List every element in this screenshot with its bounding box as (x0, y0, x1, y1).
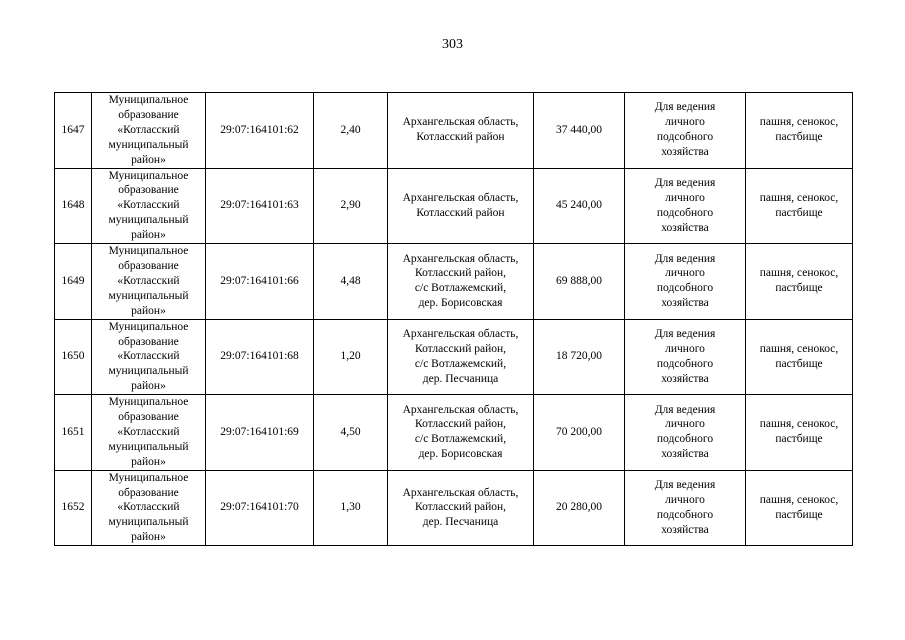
purpose-cell: Для ведения личного подсобного хозяйства (625, 244, 746, 320)
purpose-cell: Для ведения личного подсобного хозяйства (625, 93, 746, 169)
cadastral-number-cell: 29:07:164101:70 (206, 470, 314, 546)
cadastral-number-cell: 29:07:164101:63 (206, 168, 314, 244)
row-number-cell: 1651 (55, 395, 92, 471)
value-cell: 45 240,00 (534, 168, 625, 244)
value-cell: 37 440,00 (534, 93, 625, 169)
area-cell: 1,30 (314, 470, 388, 546)
area-cell: 1,20 (314, 319, 388, 395)
purpose-cell: Для ведения личного подсобного хозяйства (625, 395, 746, 471)
owner-cell: Муниципальное образование «Котласский муниципальный район» (92, 168, 206, 244)
row-number-cell: 1648 (55, 168, 92, 244)
area-cell: 2,90 (314, 168, 388, 244)
area-cell: 4,48 (314, 244, 388, 320)
land-use-cell: пашня, сенокос, пастбище (746, 244, 853, 320)
purpose-cell: Для ведения личного подсобного хозяйства (625, 319, 746, 395)
value-cell: 70 200,00 (534, 395, 625, 471)
row-number-cell: 1647 (55, 93, 92, 169)
land-use-cell: пашня, сенокос, пастбище (746, 395, 853, 471)
row-number-cell: 1649 (55, 244, 92, 320)
owner-cell: Муниципальное образование «Котласский муниципальный район» (92, 395, 206, 471)
cadastral-number-cell: 29:07:164101:69 (206, 395, 314, 471)
cadastral-number-cell: 29:07:164101:66 (206, 244, 314, 320)
location-cell: Архангельская область, Котласский район, дер. Песчаница (388, 470, 534, 546)
location-cell: Архангельская область, Котласский район (388, 168, 534, 244)
table-row (55, 168, 853, 244)
area-cell: 2,40 (314, 93, 388, 169)
table-row (55, 470, 853, 546)
land-use-cell: пашня, сенокос, пастбище (746, 168, 853, 244)
table-row (55, 93, 853, 169)
purpose-cell: Для ведения личного подсобного хозяйства (625, 168, 746, 244)
cadastral-number-cell: 29:07:164101:62 (206, 93, 314, 169)
purpose-cell: Для ведения личного подсобного хозяйства (625, 470, 746, 546)
value-cell: 18 720,00 (534, 319, 625, 395)
land-use-cell: пашня, сенокос, пастбище (746, 93, 853, 169)
location-cell: Архангельская область, Котласский район (388, 93, 534, 169)
row-number-cell: 1650 (55, 319, 92, 395)
value-cell: 69 888,00 (534, 244, 625, 320)
owner-cell: Муниципальное образование «Котласский муниципальный район» (92, 319, 206, 395)
row-number-cell: 1652 (55, 470, 92, 546)
land-registry-table (54, 92, 853, 546)
location-cell: Архангельская область, Котласский район, с/с Вотлажемский, дер. Песчаница (388, 319, 534, 395)
land-use-cell: пашня, сенокос, пастбище (746, 470, 853, 546)
area-cell: 4,50 (314, 395, 388, 471)
table-row (55, 244, 853, 320)
location-cell: Архангельская область, Котласский район, с/с Вотлажемский, дер. Борисовская (388, 244, 534, 320)
owner-cell: Муниципальное образование «Котласский муниципальный район» (92, 244, 206, 320)
owner-cell: Муниципальное образование «Котласский муниципальный район» (92, 93, 206, 169)
owner-cell: Муниципальное образование «Котласский муниципальный район» (92, 470, 206, 546)
table-row (55, 395, 853, 471)
location-cell: Архангельская область, Котласский район, с/с Вотлажемский, дер. Борисовская (388, 395, 534, 471)
cadastral-number-cell: 29:07:164101:68 (206, 319, 314, 395)
value-cell: 20 280,00 (534, 470, 625, 546)
table-row (55, 319, 853, 395)
land-use-cell: пашня, сенокос, пастбище (746, 319, 853, 395)
page-number: 303 (442, 37, 463, 52)
